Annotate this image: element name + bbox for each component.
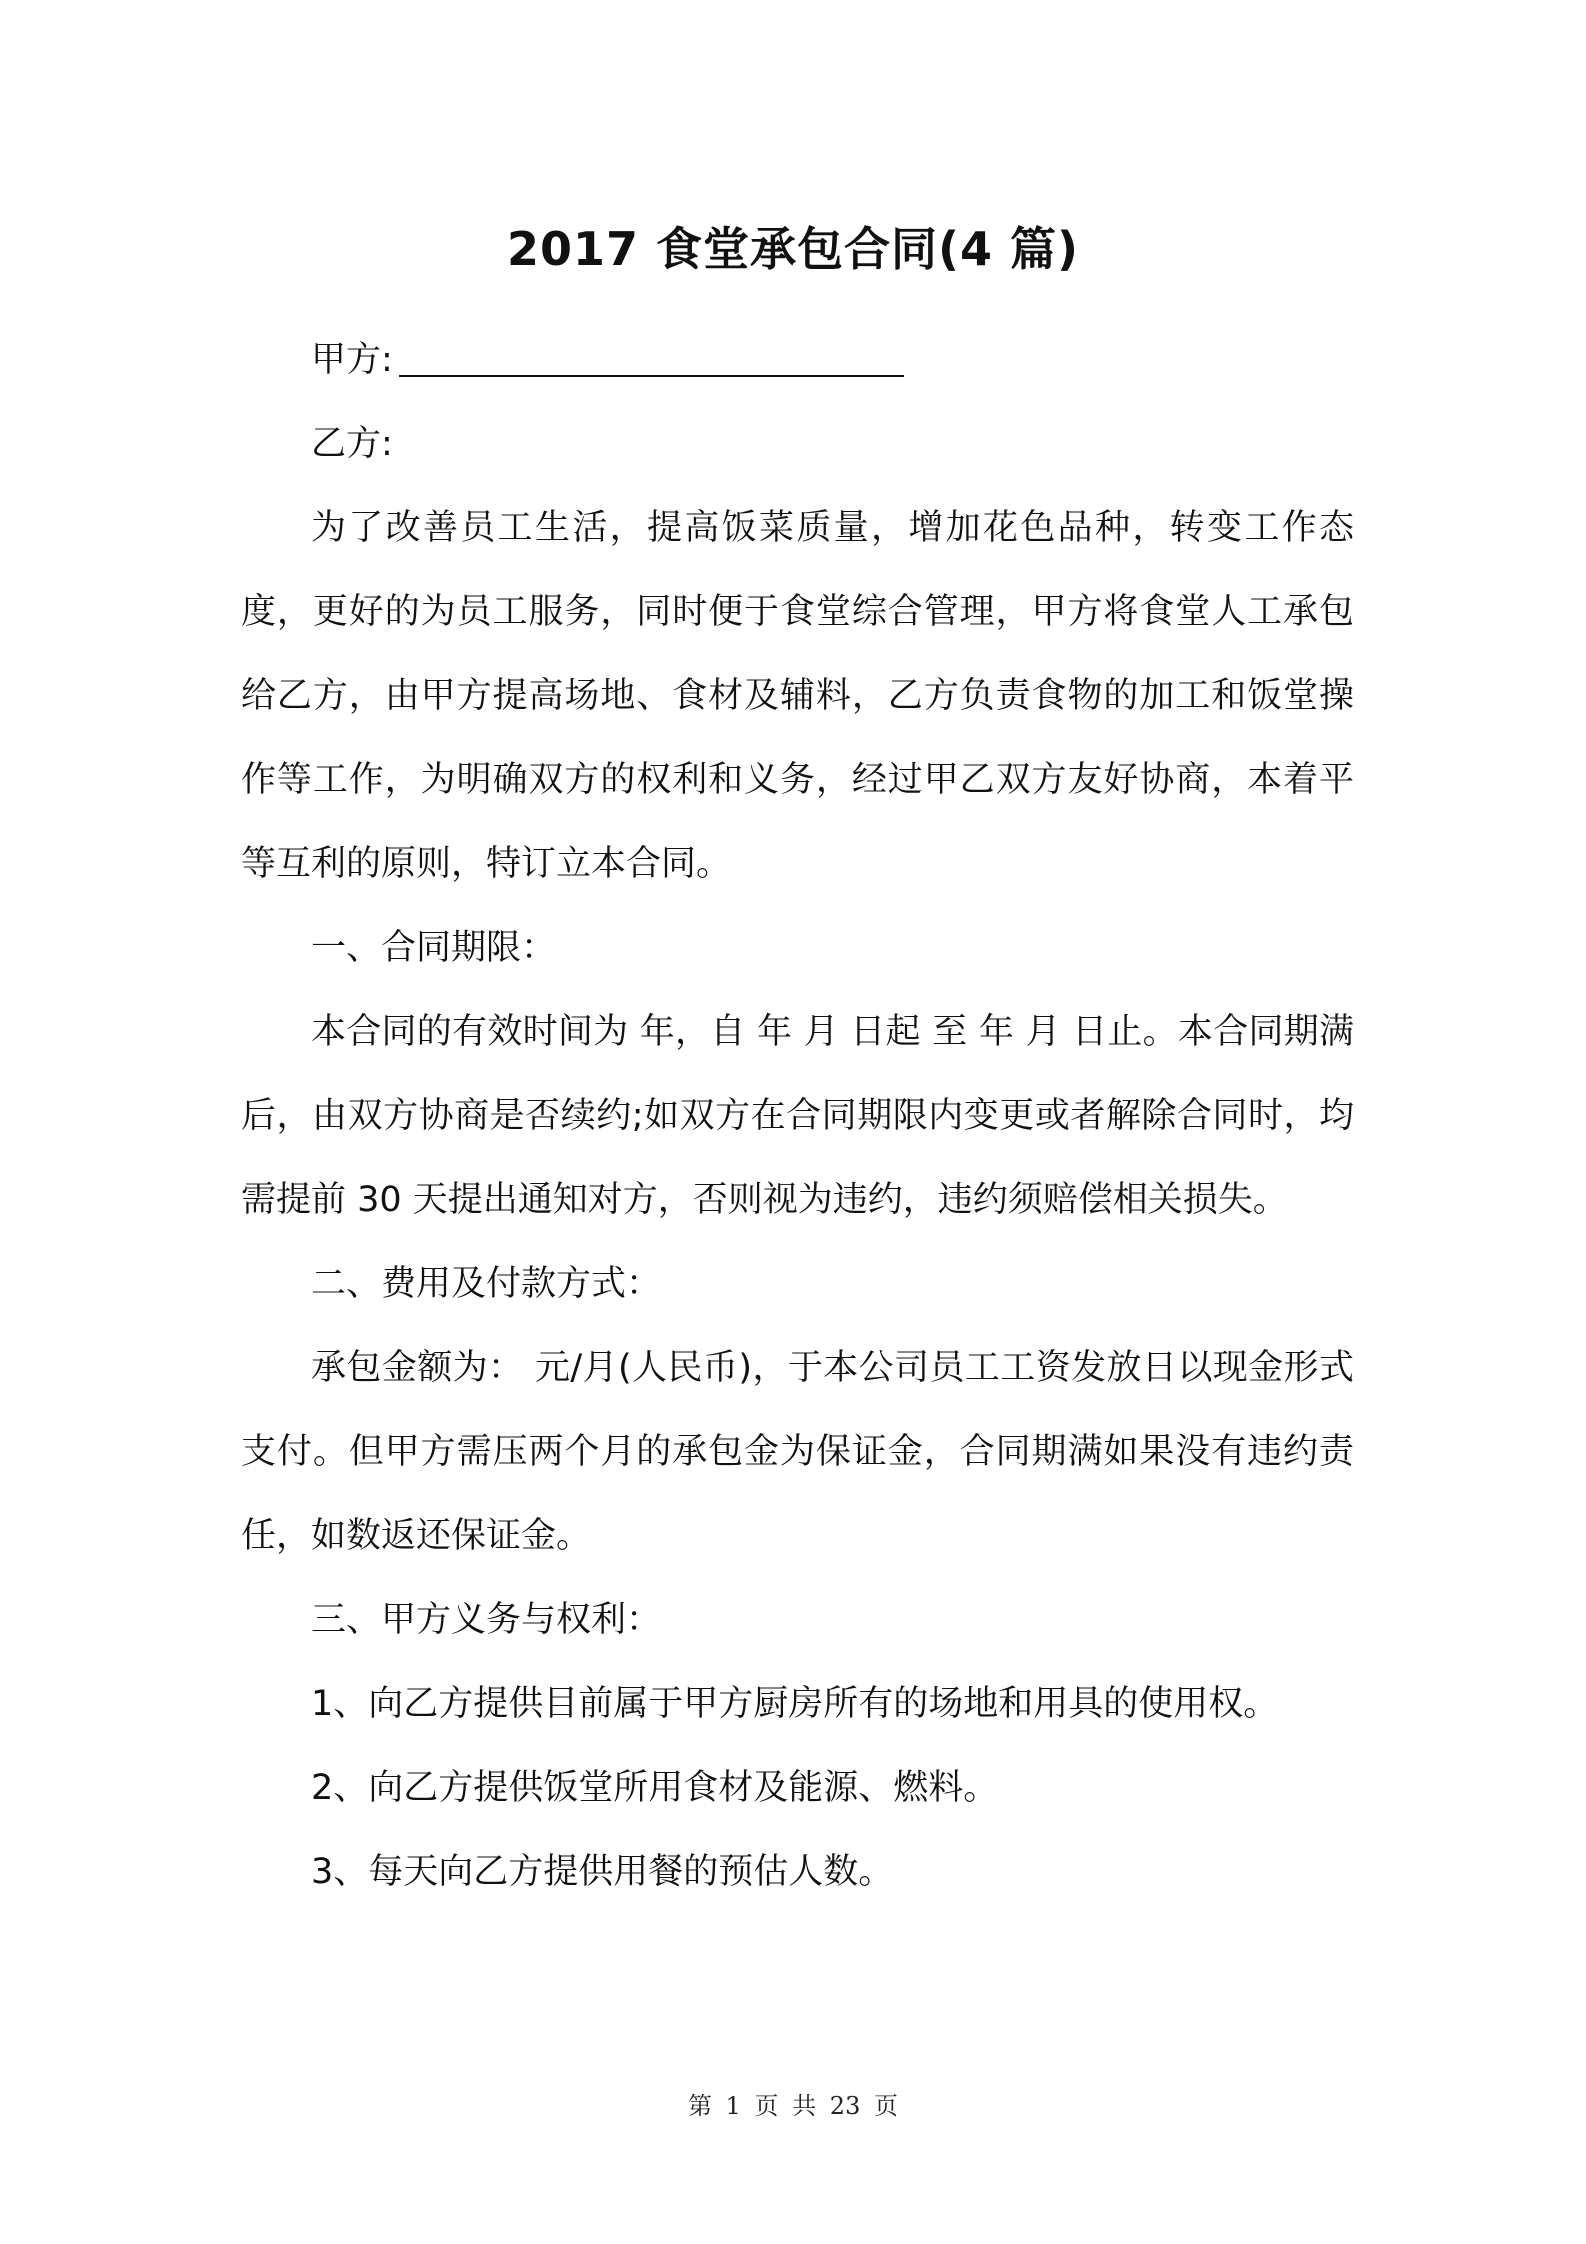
party-a-label: 甲方: — [311, 340, 393, 380]
party-a-item-1: 1、向乙方提供目前属于甲方厨房所有的场地和用具的使用权。 — [311, 1684, 1279, 1724]
document-body — [241, 318, 1354, 1914]
section-heading-party-a: 三、甲方义务与权利： — [311, 1600, 662, 1640]
payment-paragraph: 承包金额为： 元/月(人民币)，于本公司员工工资发放日以现金形式支付。但甲方需压两个月的承包金为保证金，合同期满如果没有违约责任，如数返还保证金。 — [241, 1348, 1354, 1556]
party-b-line — [241, 402, 1354, 486]
document-title: 2017 食堂承包合同(4 篇) — [506, 222, 1080, 276]
party-a-item-3: 3、每天向乙方提供用餐的预估人数。 — [311, 1852, 894, 1892]
party-a-item-2: 2、向乙方提供饭堂所用食材及能源、燃料。 — [311, 1768, 999, 1808]
page-footer: 第 1 页 共 23 页 — [688, 2092, 898, 2120]
intro-paragraph: 为了改善员工生活，提高饭菜质量，增加花色品种，转变工作态度，更好的为员工服务，同时便于食堂综合管理，甲方将食堂人工承包给乙方，由甲方提高场地、食材及辅料，乙方负责食物的加工和饭堂操作等工作，为明确双方的权利和义务，经过甲乙双方友好协商，本着平等互利的原则，特订立本合同。 — [241, 508, 1354, 884]
party-a-line — [241, 318, 1354, 402]
party-b-label: 乙方: — [311, 424, 393, 464]
term-paragraph: 本合同的有效时间为 年，自 年 月 日起 至 年 月 日止。本合同期满后，由双方协商是否续约;如双方在合同期限内变更或者解除合同时，均需提前 30 天提出通知对方，否则视为违约，违约须赔偿相关损失。 — [241, 1012, 1354, 1220]
section-heading-payment: 二、费用及付款方式： — [311, 1264, 662, 1304]
section-heading-term: 一、合同期限： — [311, 928, 557, 968]
party-a-blank — [399, 339, 904, 377]
